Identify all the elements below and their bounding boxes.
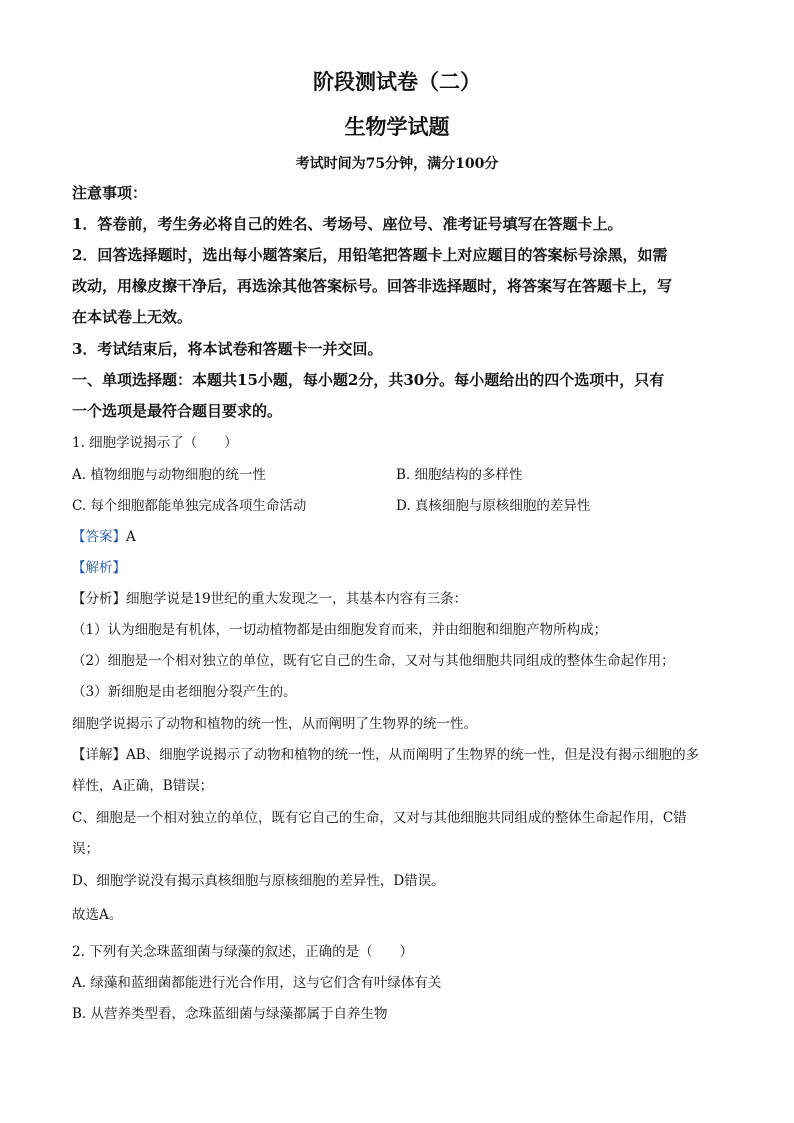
c-explain-line-2: 误； bbox=[72, 841, 99, 857]
point-1: （1）认为细胞是有机体，一切动植物都是由细胞发育而来，并由细胞和细胞产物所构成； bbox=[72, 622, 608, 638]
xiangjie-tag: 【详解】 bbox=[72, 747, 126, 763]
answer-value: A bbox=[126, 529, 136, 545]
question-1-option-a: A. 植物细胞与动物细胞的统一性 bbox=[72, 467, 266, 483]
page-title: 阶段测试卷（二） bbox=[313, 69, 481, 94]
notice-item-1: 1．答卷前，考生务必将自己的姓名、考场号、座位号、准考证号填写在答题卡上。 bbox=[72, 215, 623, 233]
answer-tag: 【答案】 bbox=[72, 529, 126, 545]
summary: 细胞学说揭示了动物和植物的统一性，从而阐明了生物界的统一性。 bbox=[72, 716, 477, 732]
point-3: （3）新细胞是由老细胞分裂产生的。 bbox=[72, 684, 297, 700]
answer-line bbox=[72, 525, 136, 545]
notice-item-2-line-1: 2．回答选择题时，选出每小题答案后，用铅笔把答题卡上对应题目的答案标号涂黑，如需 bbox=[72, 246, 668, 264]
xiangjie-line-1 bbox=[72, 743, 699, 763]
notice-item-2-line-2: 改动，用橡皮擦干净后，再选涂其他答案标号。回答非选择题时，将答案写在答题卡上，写 bbox=[72, 277, 673, 295]
question-1-option-b: B. 细胞结构的多样性 bbox=[396, 467, 523, 483]
notice-heading: 注意事项： bbox=[72, 184, 148, 202]
d-explain-line: D、细胞学说没有揭示真核细胞与原核细胞的差异性，D错误。 bbox=[72, 873, 445, 889]
question-1-option-c: C. 每个细胞都能单独完成各项生命活动 bbox=[72, 498, 307, 514]
question-2-stem: 2. 下列有关念珠蓝细菌与绿藻的叙述，正确的是（ ） bbox=[72, 944, 414, 960]
fenxi-text: 细胞学说是19世纪的重大发现之一，其基本内容有三条： bbox=[126, 591, 468, 607]
question-2-option-b: B. 从营养类型看，念珠蓝细菌与绿藻都属于自养生物 bbox=[72, 1006, 388, 1022]
xiangjie-text: AB、细胞学说揭示了动物和植物的统一性，从而阐明了生物界的统一性，但是没有揭示细胞的多 bbox=[126, 747, 700, 763]
fenxi-line bbox=[72, 587, 467, 607]
choose-line: 故选A。 bbox=[72, 907, 123, 923]
analysis-tag: 【解析】 bbox=[72, 560, 126, 576]
subject-title: 生物学试题 bbox=[344, 114, 450, 139]
section-1-heading-line-2: 一个选项是最符合题目要求的。 bbox=[72, 402, 283, 420]
question-1-stem: 1. 细胞学说揭示了（ ） bbox=[72, 435, 238, 451]
xiangjie-line-2: 样性，A正确，B错误； bbox=[72, 778, 214, 794]
notice-item-2-line-3: 在本试卷上无效。 bbox=[72, 308, 193, 326]
question-2-option-a: A. 绿藻和蓝细菌都能进行光合作用，这与它们含有叶绿体有关 bbox=[72, 975, 442, 991]
question-1-option-d: D. 真核细胞与原核细胞的差异性 bbox=[396, 498, 591, 514]
notice-item-3: 3．考试结束后，将本试卷和答题卡一并交回。 bbox=[72, 340, 383, 358]
point-2: （2）细胞是一个相对独立的单位，既有它自己的生命，又对与其他细胞共同组成的整体生命起作用； bbox=[72, 653, 675, 669]
section-1-heading-line-1: 一、单项选择题：本题共15小题，每小题2分，共30分。每小题给出的四个选项中，只有 bbox=[72, 371, 665, 389]
fenxi-tag: 【分析】 bbox=[72, 591, 126, 607]
exam-info: 考试时间为75分钟，满分100分 bbox=[295, 156, 499, 172]
c-explain-line-1: C、细胞是一个相对独立的单位，既有它自己的生命，又对与其他细胞共同组成的整体生命起作用，C错 bbox=[72, 810, 687, 826]
